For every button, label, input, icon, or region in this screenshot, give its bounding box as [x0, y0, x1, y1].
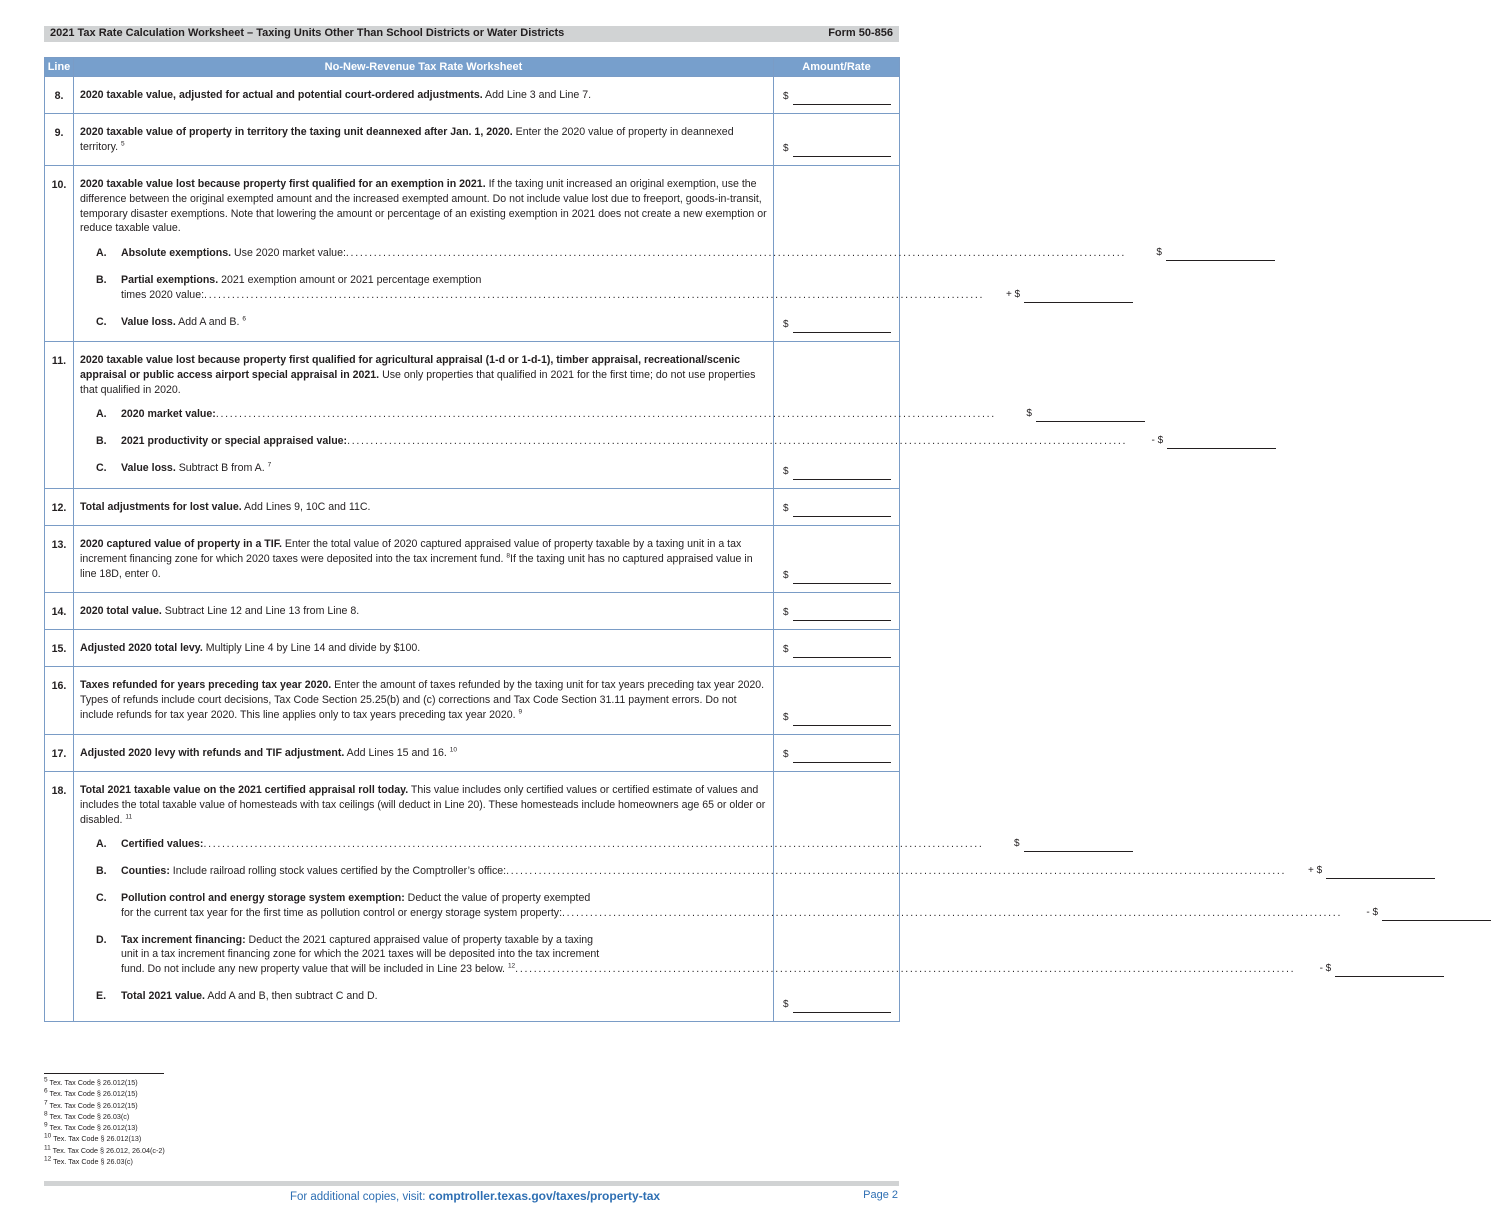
- line-description: Adjusted 2020 levy with refunds and TIF adjustment. Add Lines 15 and 16. $^{10}$: [74, 735, 774, 772]
- line-number: 9.: [45, 114, 74, 166]
- line-description: 2020 taxable value lost because property first qualified for an exemption in 2021. If the taxing unit increased an original exemption, use the difference between the original exempted amount and the increased exempted amount. Do not include value lost due to freeport, goods-in-transit, temporary disaster exemptions. Note that lowering the amount or percentage of an existing exemption in 2021 does not create a new exemption or reduce taxable value. A. Absolute exemptions. Use 2020 market value: ........................................................................................................................................................................ $ B. Partial exemptions. 2021 exemption amount or 2021 percentage exemption times 2020 value: ........................................................................................................................................................................ + $ C. Value loss. Add A and B. $^6$: [74, 166, 774, 342]
- amount-field-line-11[interactable]: $: [774, 342, 900, 489]
- line-number: 17.: [45, 735, 74, 772]
- amount-field-18d[interactable]: - $: [1295, 962, 1444, 977]
- line-number: 14.: [45, 593, 74, 630]
- amount-field-10a[interactable]: $: [1126, 246, 1275, 261]
- line-description: Taxes refunded for years preceding tax year 2020. Enter the amount of taxes refunded by the taxing unit for tax years preceding tax year 2020. Types of refunds include court decisions, Tax Code Section 25.25(b) and (c) corrections and Tax Code Section 31.11 payment errors. Do not include refunds for tax year 2020. This line applies only to tax years preceding tax year 2020. $^9$: [74, 667, 774, 735]
- footnote: $^5$ Tex. Tax Code § 26.012(15): [44, 1076, 138, 1087]
- amount-field-line-12[interactable]: $: [774, 489, 900, 526]
- line-description: 2020 taxable value, adjusted for actual and potential court-ordered adjustments. Add Line 3 and Line 7.: [74, 77, 774, 114]
- worksheet-table: [44, 57, 1379, 1022]
- sub-line-18e: E. Total 2021 value. Add A and B, then subtract C and D.: [96, 989, 378, 1002]
- line-10-row: [45, 166, 900, 342]
- amount-field-11b[interactable]: - $: [1127, 434, 1276, 449]
- footnote-divider: [44, 1073, 164, 1074]
- sub-line-11a: A. 2020 market value: ........................................................................................................................................................................ $: [80, 407, 767, 422]
- line-number: 11.: [45, 342, 74, 489]
- line-number: 18.: [45, 772, 74, 1022]
- line-number: 13.: [45, 526, 74, 593]
- amount-field-line-13[interactable]: $: [774, 526, 900, 593]
- footnote: $^{10}$ Tex. Tax Code § 26.012(13): [44, 1133, 142, 1144]
- line-14-row: [45, 593, 900, 630]
- footer-visit: For additional copies, visit: comptroller.texas.gov/taxes/property-tax: [289, 1189, 661, 1203]
- sub-line-18d: D. Tax increment financing: Deduct the 2021 captured appraised value of property taxable by a taxing unit in a tax increment financing zone for which the 2021 taxes will be deposited into the tax increment fund. Do not include any new property value that will be included in Line 23 below. $^{12}$ ........................................................................................................................................................................ - $: [80, 933, 767, 977]
- line-description: 2020 taxable value lost because property first qualified for agricultural appraisal (1-d or 1-d-1), timber appraisal, recreational/scenic appraisal or public access airport special appraisal in 2021. Use only properties that qualified in 2021 for the first time; do not use properties that qualified in 2020. A. 2020 market value: ........................................................................................................................................................................ $ B. 2021 productivity or special appraised value: ........................................................................................................................................................................ - $ C. Value loss. Subtract B from A. $^7$: [74, 342, 774, 489]
- form-header-bar: [44, 26, 899, 42]
- col-title-header: No-New-Revenue Tax Rate Worksheet: [74, 58, 774, 77]
- line-number: 8.: [45, 77, 74, 114]
- line-17-row: [45, 735, 900, 772]
- worksheet-title: 2021 Tax Rate Calculation Worksheet – Taxing Units Other Than School Districts or Water Districts: [50, 27, 565, 39]
- amount-field-line-15[interactable]: $: [774, 630, 900, 667]
- amount-field-10b[interactable]: + $: [984, 288, 1133, 303]
- col-amount-header: Amount/Rate: [774, 58, 900, 77]
- amount-field-line-18[interactable]: $: [774, 772, 900, 1022]
- line-description: Adjusted 2020 total levy. Multiply Line 4 by Line 14 and divide by $100.: [74, 630, 774, 667]
- line-number: 16.: [45, 667, 74, 735]
- line-number: 15.: [45, 630, 74, 667]
- line-number: 10.: [45, 166, 74, 342]
- line-15-row: [45, 630, 900, 667]
- footnote: $^{12}$ Tex. Tax Code § 26.03(c): [44, 1155, 133, 1167]
- line-description: 2020 taxable value of property in territory the taxing unit deannexed after Jan. 1, 2020. Enter the 2020 value of property in deannexed territory. $^5$: [74, 114, 774, 166]
- footnote: $^6$ Tex. Tax Code § 26.012(15): [44, 1087, 138, 1099]
- col-line-header: Line: [45, 58, 74, 77]
- line-16-row: [45, 667, 900, 735]
- line-description: 2020 captured value of property in a TIF. Enter the total value of 2020 captured appraised value of property taxable by a taxing unit in a tax increment financing zone for which 2020 taxes were deposited into the tax increment fund. $^8$If the taxing unit has no captured appraised value in line 18D, enter 0.: [74, 526, 774, 593]
- sub-line-11b: B. 2021 productivity or special appraised value: ........................................................................................................................................................................ - $: [80, 434, 767, 449]
- line-description: Total adjustments for lost value. Add Lines 9, 10C and 11C.: [74, 489, 774, 526]
- amount-field-line-17[interactable]: $: [774, 735, 900, 772]
- line-12-row: [45, 489, 900, 526]
- amount-field-line-14[interactable]: $: [774, 593, 900, 630]
- footer-bar: [44, 1181, 899, 1186]
- amount-field-line-10[interactable]: $: [774, 166, 900, 342]
- line-9-row: [45, 114, 900, 166]
- footnote: $^7$ Tex. Tax Code § 26.012(15): [44, 1099, 138, 1110]
- sub-line-18c: C. Pollution control and energy storage system exemption: Deduct the value of property exempted for the current tax year for the first time as pollution control or energy storage system property: ........................................................................................................................................................................ - $: [80, 891, 767, 921]
- line-11-row: [45, 342, 900, 489]
- sub-line-18b: B. Counties: Include railroad rolling stock values certified by the Comptroller’s office: ........................................................................................................................................................................ + $: [80, 864, 767, 879]
- amount-field-18b[interactable]: + $: [1286, 864, 1435, 879]
- amount-field-line-9[interactable]: $: [774, 114, 900, 166]
- sub-line-10b: B. Partial exemptions. 2021 exemption amount or 2021 percentage exemption times 2020 value: ........................................................................................................................................................................ + $: [80, 273, 767, 303]
- amount-field-line-8[interactable]: $: [774, 77, 900, 114]
- sub-line-10c: C. Value loss. Add A and B. $^6$: [96, 315, 246, 328]
- page-number: Page 2: [863, 1189, 898, 1201]
- comptroller-link[interactable]: comptroller.texas.gov/taxes/property-tax: [428, 1189, 661, 1203]
- form-number: Form 50-856: [828, 27, 893, 39]
- line-13-row: [45, 526, 900, 593]
- amount-field-line-16[interactable]: $: [774, 667, 900, 735]
- line-8-row: [45, 77, 900, 114]
- amount-field-18c[interactable]: - $: [1342, 906, 1491, 921]
- amount-field-11a[interactable]: $: [996, 407, 1145, 422]
- table-header-row: [45, 58, 900, 77]
- line-18-row: [45, 772, 900, 1022]
- amount-field-18a[interactable]: $: [984, 837, 1133, 852]
- line-description: 2020 total value. Subtract Line 12 and Line 13 from Line 8.: [74, 593, 774, 630]
- footnote: $^8$ Tex. Tax Code § 26.03(c): [44, 1110, 130, 1121]
- sub-line-10a: A. Absolute exemptions. Use 2020 market value: ........................................................................................................................................................................ $: [80, 246, 767, 261]
- footnote: $^{11}$ Tex. Tax Code § 26.012, 26.04(c-2): [44, 1144, 165, 1155]
- footnotes: [44, 1077, 165, 1167]
- footnote: $^9$ Tex. Tax Code § 26.012(13): [44, 1121, 138, 1133]
- line-number: 12.: [45, 489, 74, 526]
- sub-line-11c: C. Value loss. Subtract B from A. $^7$: [96, 461, 272, 474]
- line-description: Total 2021 taxable value on the 2021 certified appraisal roll today. This value includes only certified values or certified estimate of values and includes the total taxable value of homesteads with tax ceilings (will deduct in Line 20). These homesteads include homeowners age 65 or older or disabled. $^{11}$ A. Certified values: ........................................................................................................................................................................ $ B. Counties: Include railroad rolling stock values certified by the Comptroller’s office: ........................................................................................................................................................................ + $ C. Pollution control and energy storage system exemption: Deduct the value of property exempted for the current tax year for the first time as pollution control or energy storage system property: ........................................................................................................................................................................ - $ D. Tax increment financing: Deduct the 2021 captured appraised value of property taxable by a taxing unit in a tax increment financing zone for which the 2021 taxes will be deposited into the tax increment fund. Do not include any new property value that will be included in Line 23 below. $^{12}$ ........................................................................................................................................................................ - $ E. Total 2021 value. Add A and B, then subtract C and D.: [74, 772, 774, 1022]
- sub-line-18a: A. Certified values: ........................................................................................................................................................................ $: [80, 837, 767, 852]
